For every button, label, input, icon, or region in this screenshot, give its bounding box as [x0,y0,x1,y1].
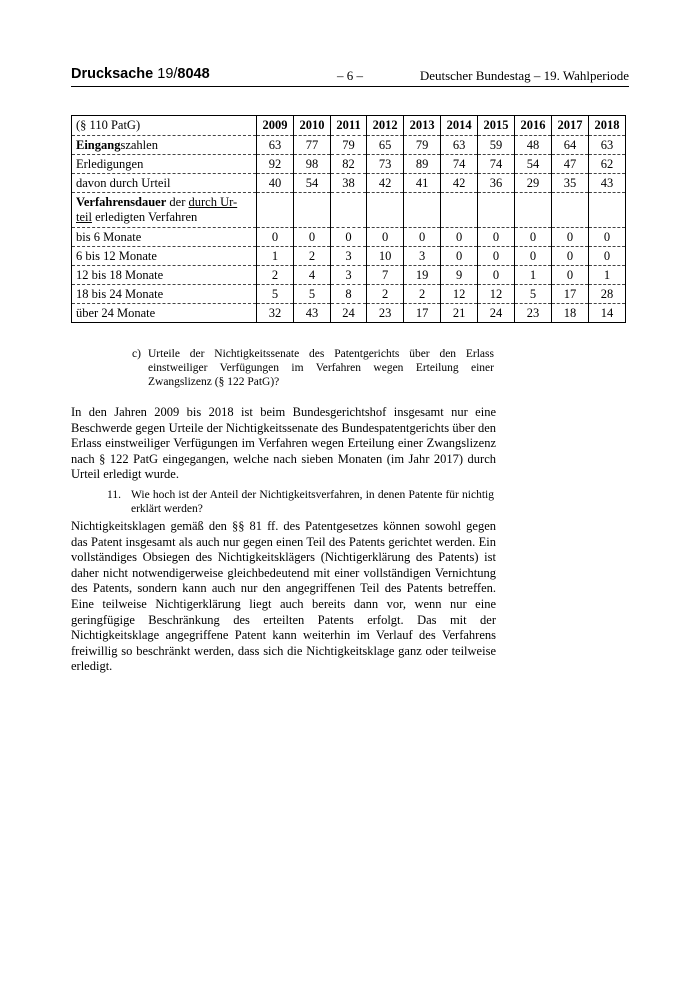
table-cell: 10 [367,247,404,266]
year-header: 2015 [478,116,515,136]
table-cell: 64 [552,136,589,155]
table-cell: 3 [404,247,441,266]
table-cell: 0 [441,228,478,247]
table-cell: 32 [257,304,294,323]
empty-cell [515,193,552,228]
table-cell: 0 [515,247,552,266]
table-row [72,228,626,247]
table-cell: 0 [441,247,478,266]
table-cell: 14 [588,304,625,323]
year-header: 2018 [588,116,625,136]
year-header: 2012 [367,116,404,136]
question-c-text: Urteile der Nichtigkeitssenate des Patentgerichts über den Erlass einstweiliger Verfügungen im Verfahren wegen Erteilung einer Zwangslizenz (§ 122 PatG)? [148,348,494,388]
table-cell: 12 [441,285,478,304]
table-cell: 35 [552,174,589,193]
table-cell: 9 [441,266,478,285]
table-cell: 74 [478,155,515,174]
table-cell: 1 [515,266,552,285]
table-cell: 5 [293,285,330,304]
table-cell: 36 [478,174,515,193]
page-number: – 6 – [337,68,363,83]
table-cell: 23 [367,304,404,323]
empty-cell [478,193,515,228]
table-cell: 79 [330,136,366,155]
row-label: Eingangszahlen [72,136,257,155]
table-cell: 40 [257,174,294,193]
table-cell: 59 [478,136,515,155]
table-cell: 18 [552,304,589,323]
table-cell: 63 [441,136,478,155]
table-cell: 79 [404,136,441,155]
table-cell: 2 [257,266,294,285]
table-cell: 77 [293,136,330,155]
year-header: 2011 [330,116,366,136]
table-cell: 0 [404,228,441,247]
row-label: 12 bis 18 Monate [72,266,257,285]
row-label: Erledigungen [72,155,257,174]
row-label: 6 bis 12 Monate [72,247,257,266]
table-cell: 1 [257,247,294,266]
empty-cell [441,193,478,228]
table-cell: 12 [478,285,515,304]
table-cell: 43 [588,174,625,193]
table-cell: 63 [257,136,294,155]
table-cell: 65 [367,136,404,155]
table-cell: 42 [367,174,404,193]
page-header [71,66,629,87]
table-cell: 43 [293,304,330,323]
table-row [72,136,626,155]
table-cell: 89 [404,155,441,174]
table-cell: 62 [588,155,625,174]
table-cell: 2 [404,285,441,304]
year-header: 2014 [441,116,478,136]
table-cell: 42 [441,174,478,193]
table-row [72,304,626,323]
table-cell: 0 [552,247,589,266]
table-cell: 0 [293,228,330,247]
table-row [72,285,626,304]
table-cell: 0 [552,266,589,285]
table-cell: 8 [330,285,366,304]
table-cell: 0 [478,228,515,247]
empty-cell [367,193,404,228]
table-cell: 82 [330,155,366,174]
empty-cell [330,193,366,228]
table-cell: 5 [257,285,294,304]
table-cell: 48 [515,136,552,155]
table-corner-label: (§ 110 PatG) [72,116,257,136]
table-cell: 0 [478,247,515,266]
table-cell: 21 [441,304,478,323]
table-cell: 19 [404,266,441,285]
empty-cell [293,193,330,228]
document-number: Drucksache 19/8048 [71,66,210,82]
row-label: 18 bis 24 Monate [72,285,257,304]
table-cell: 0 [588,228,625,247]
table-cell: 47 [552,155,589,174]
year-header: 2016 [515,116,552,136]
table-cell: 4 [293,266,330,285]
empty-cell [588,193,625,228]
publisher: Deutscher Bundestag – 19. Wahlperiode [419,68,629,83]
table-cell: 17 [552,285,589,304]
table-cell: 7 [367,266,404,285]
answer-c: In den Jahren 2009 bis 2018 ist beim Bundesgerichtshof insgesamt nur eine Beschwerde gegen Urteile der Nichtigkeitssenate des Bundespatentgerichts über den Erlass einstweiliger Verfügungen im Verfahren wegen Erteilung einer Zwangslizenz nach § 122 PatG eingegangen, welche nach sieben Monaten (im Jahr 2017) durch Urteil erledigt wurde. [71,405,496,482]
row-label: davon durch Urteil [72,174,257,193]
empty-cell [404,193,441,228]
question-11-text: Wie hoch ist der Anteil der Nichtigkeitsverfahren, in denen Patente für nichtig erklärt werden? [131,489,494,515]
empty-cell [257,193,294,228]
table-cell: 41 [404,174,441,193]
question-11: 11. Wie hoch ist der Anteil der Nichtigkeitsverfahren, in denen Patente für nichtig erklärt werden? [107,489,494,515]
table-cell: 28 [588,285,625,304]
table-cell: 5 [515,285,552,304]
table-cell: 92 [257,155,294,174]
table-cell: 0 [552,228,589,247]
table-cell: 1 [588,266,625,285]
table-row [72,266,626,285]
question-c: c) Urteile der Nichtigkeitssenate des Patentgerichts über den Erlass einstweiliger Verfügungen im Verfahren wegen Erteilung einer Zwangslizenz (§ 122 PatG)? [132,348,494,388]
table-cell: 54 [293,174,330,193]
year-header: 2009 [257,116,294,136]
table-cell: 74 [441,155,478,174]
table-cell: 3 [330,266,366,285]
table-cell: 0 [478,266,515,285]
table-cell: 23 [515,304,552,323]
table-cell: 24 [330,304,366,323]
table-cell: 0 [257,228,294,247]
table-cell: 0 [330,228,366,247]
table-row [72,247,626,266]
table-cell: 24 [478,304,515,323]
year-header: 2017 [552,116,589,136]
duration-heading-row [72,193,626,228]
answer-11: Nichtigkeitsklagen gemäß den §§ 81 ff. des Patentgesetzes können sowohl gegen das Patent insgesamt als auch nur gegen einen Teil des Patents gerichtet werden. Ein vollständiges Obsiegen des Nichtigkeitsklägers (Nichtigerklärung des Patents) ist daher nicht notwendigerweise gleichbedeutend mit einer vollständigen Vernichtung des Patents, sondern kann auch nur den angegriffenen Teil des Patents betreffen. Eine teilweise Nichtigerklärung liegt auch bereits dann vor, wenn nur eine geringfügige Beschränkung des erteilten Patents erfolgt. Das mit der Nichtigkeitsklage angegriffene Patent kann weiterhin im Verlauf des Verfahrens freiwillig so beschränkt werden, dass sich die Nichtigkeitsklage ganz oder teilweise erledigt. [71,519,496,674]
table-cell: 54 [515,155,552,174]
row-label: bis 6 Monate [72,228,257,247]
table-cell: 98 [293,155,330,174]
table-row [72,174,626,193]
table-cell: 2 [367,285,404,304]
row-label: über 24 Monate [72,304,257,323]
table-header-row [72,116,626,136]
table-cell: 2 [293,247,330,266]
table-cell: 0 [515,228,552,247]
table-cell: 63 [588,136,625,155]
table-cell: 17 [404,304,441,323]
table-cell: 29 [515,174,552,193]
duration-heading: Verfahrensdauer der durch Ur- teil erledigten Verfahren [72,193,257,228]
table-row [72,155,626,174]
table-cell: 38 [330,174,366,193]
year-header: 2013 [404,116,441,136]
table-cell: 0 [367,228,404,247]
table-cell: 0 [588,247,625,266]
year-header: 2010 [293,116,330,136]
statistics-table [71,115,626,323]
table-cell: 73 [367,155,404,174]
table-cell: 3 [330,247,366,266]
empty-cell [552,193,589,228]
